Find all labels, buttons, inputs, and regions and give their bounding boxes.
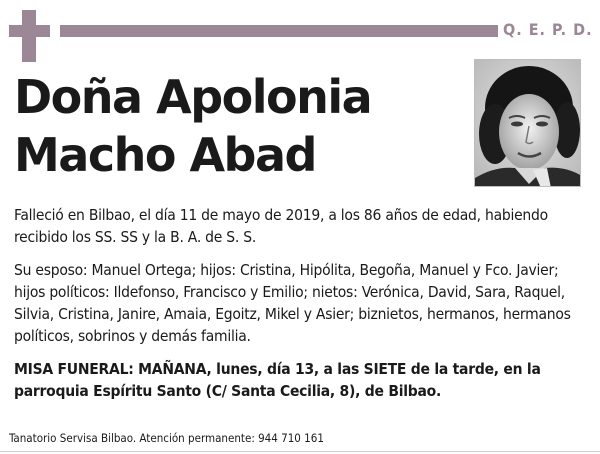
bottom-divider	[0, 451, 600, 452]
header-rule	[60, 25, 498, 37]
qepd-label: Q. E. P. D.	[503, 20, 593, 39]
family-list: Su esposo: Manuel Ortega; hijos: Cristina, Hipólita, Begoña, Manuel y Fco. Javier; hijos políticos: Ildefonso, Francisco y Emilio; nietos: Verónica, David, Sara, Raquel, Silvia, Cristina, Janire, Amaia, Egoitz, Mikel y Asier; biznietos, hermanos, hermanos políticos, sobrinos y demás familia.	[14, 261, 571, 345]
portrait-photo	[474, 59, 581, 187]
death-details: Falleció en Bilbao, el día 11 de mayo de 2019, a los 86 años de edad, habiendo recibido los SS. SS y la B. A. de S. S.	[14, 206, 548, 246]
funeral-home-contact: Tanatorio Servisa Bilbao. Atención permanente: 944 710 161	[9, 431, 324, 445]
funeral-mass-info: MISA FUNERAL: MAÑANA, lunes, día 13, a las SIETE de la tarde, en la parroquia Espíritu Santo (C/ Santa Cecilia, 8), de Bilbao.	[14, 360, 541, 400]
name-line-1: Doña Apolonia	[14, 70, 372, 124]
name-line-2: Macho Abad	[14, 128, 316, 182]
portrait-image	[475, 60, 581, 187]
cross-icon-bar	[9, 25, 50, 37]
deceased-name	[14, 68, 371, 184]
